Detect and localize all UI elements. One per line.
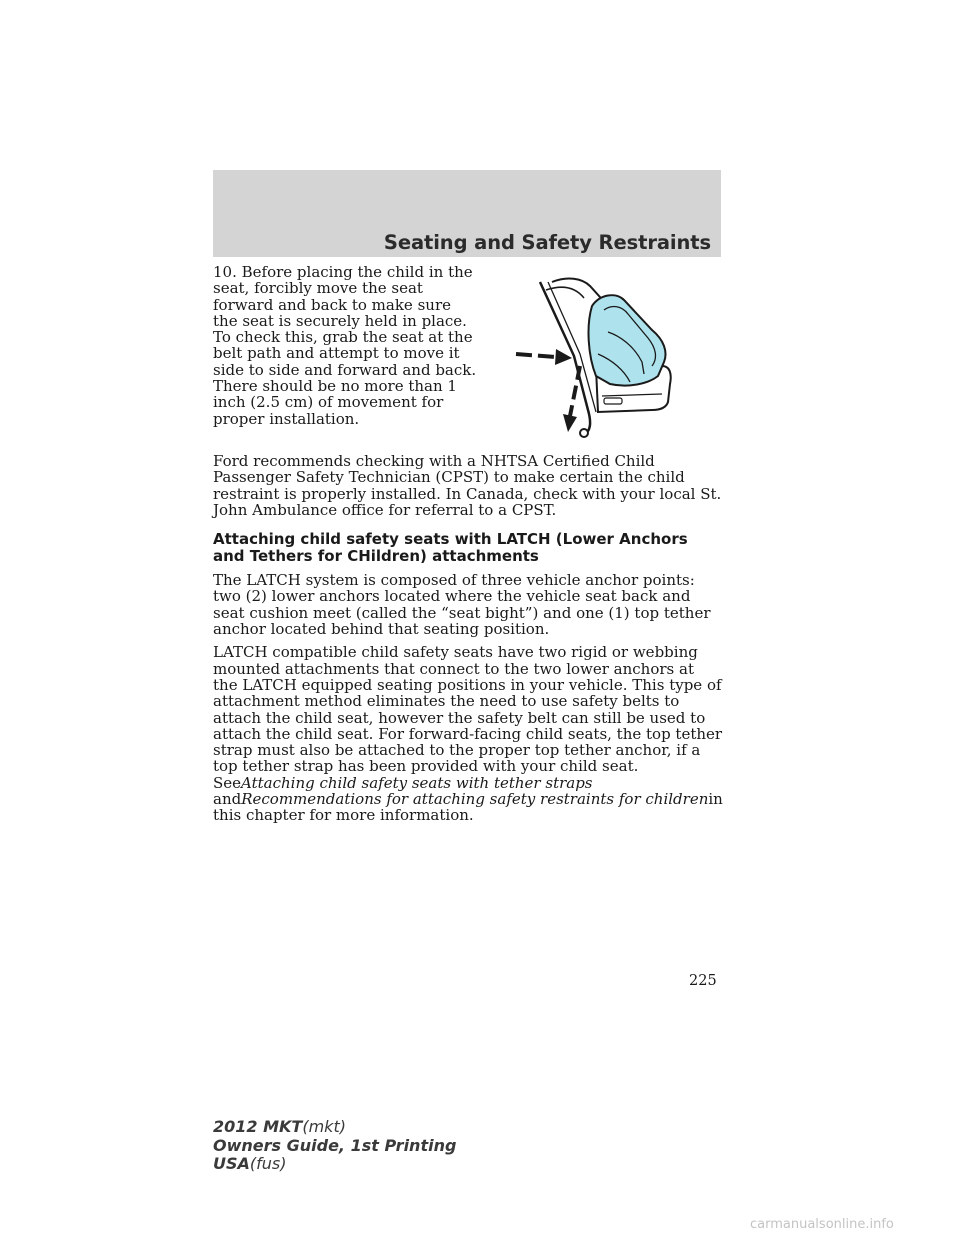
footer-model-code: (mkt) [302, 1117, 346, 1136]
footer-printing: Owners Guide, 1st Printing [213, 1135, 457, 1155]
print-footer [213, 1118, 456, 1174]
footer-line-3 [213, 1155, 456, 1174]
latch-compatible-and: and [213, 790, 242, 809]
page-number: 225 [689, 973, 717, 989]
cross-ref-recommendations: Recommendations for attaching safety restraints for children [241, 790, 709, 809]
footer-model: 2012 MKT [213, 1117, 303, 1136]
footer-line-2 [213, 1137, 456, 1156]
section-title: Seating and Safety Restraints [383, 231, 711, 254]
footer-market: USA [213, 1154, 250, 1173]
footer-line-1 [213, 1118, 456, 1137]
child-seat-figure [512, 276, 688, 438]
footer-market-code: (fus) [249, 1154, 287, 1173]
cross-ref-tether-straps: Attaching child safety seats with tether straps [241, 773, 593, 792]
watermark: carmanualsonline.info [750, 1217, 894, 1232]
child-seat-movement-check-illustration [512, 276, 688, 438]
main-text-column [213, 453, 723, 831]
latch-heading: Attaching child safety seats with LATCH (Lower Anchors and Tethers for CHildren) attachments [213, 530, 688, 566]
section-header-band [213, 170, 721, 257]
cpst-paragraph: Ford recommends checking with a NHTSA Certified Child Passenger Safety Technician (CPST) to make certain the child restraint is properly installed. In Canada, check with your local St. John Ambulance office for referral to a CPST. [213, 452, 722, 519]
step-10-text: 10. Before placing the child in the seat, forcibly move the seat forward and back to make sure the seat is securely held in place. To check this, grab the seat at the belt path and attempt to move it side to side and forward and back. There should be no more than 1 inch (2.5 cm) of movement for proper installation. [213, 263, 477, 428]
latch-compatible-end: in this chapter for more information. [213, 790, 723, 825]
latch-compatible-text: LATCH compatible child safety seats have two rigid or webbing mounted attachments that connect to the two lower anchors at the LATCH equipped seating positions in your vehicle. This type of attachment method eliminates the need to use safety belts to attach the child seat, however the safety belt can still be used to attach the child seat. For forward-facing child seats, the top tether strap must also be attached to the proper top tether anchor, if a top tether strap has been provided with your child seat. See [213, 643, 723, 792]
latch-compatible-paragraph [213, 644, 723, 823]
latch-system-paragraph: The LATCH system is composed of three vehicle anchor points: two (2) lower anchors located where the vehicle seat back and seat cushion meet (called the “seat bight”) and one (1) top tether anchor located behind that seating position. [213, 571, 711, 639]
